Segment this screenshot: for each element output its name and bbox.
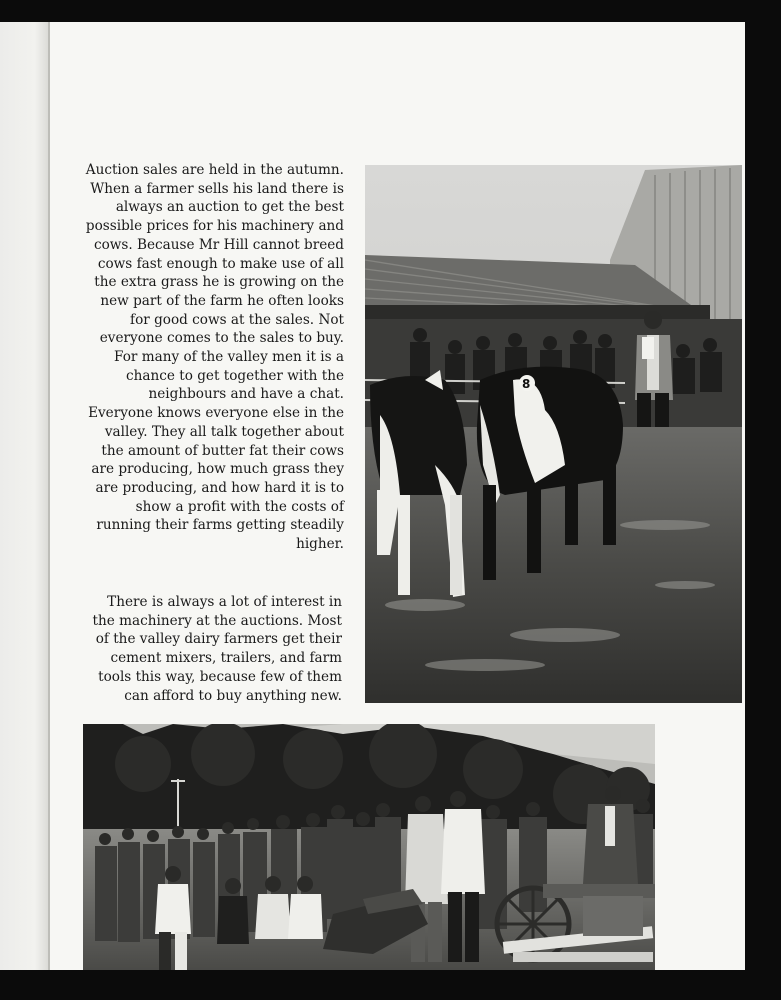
auction-sales-paragraph: Auction sales are held in the autumn. When a farmer sells his land there is always an auction to get the best possible prices for his machinery and cows. Because Mr Hill cannot breed cows fast enough to make use of all the extra grass he is growing on the new part of the farm he often looks for good cows at the sales. Not everyone comes to the sales to buy. For many of the valley men it is a chance to get together with the neighbours and have a chat. Everyone knows everyone else in the valley. They all talk together about the amount of butter fat their cows are producing, how much grass they are producing, and how hard it is to show a profit with the costs of running their farms getting steadily higher. — [85, 162, 344, 553]
cow-number-tag: 8 — [522, 377, 531, 391]
gutter-edge — [48, 22, 50, 970]
cow-auction-photo — [365, 165, 742, 703]
machinery-auction-photo — [83, 724, 655, 970]
machinery-paragraph: There is always a lot of interest in the machinery at the auctions. Most of the valley dairy farmers get their cement mixers, trailers, and farm tools this way, because few of them can afford to buy anything new. — [92, 594, 342, 704]
page-gutter — [0, 22, 50, 970]
